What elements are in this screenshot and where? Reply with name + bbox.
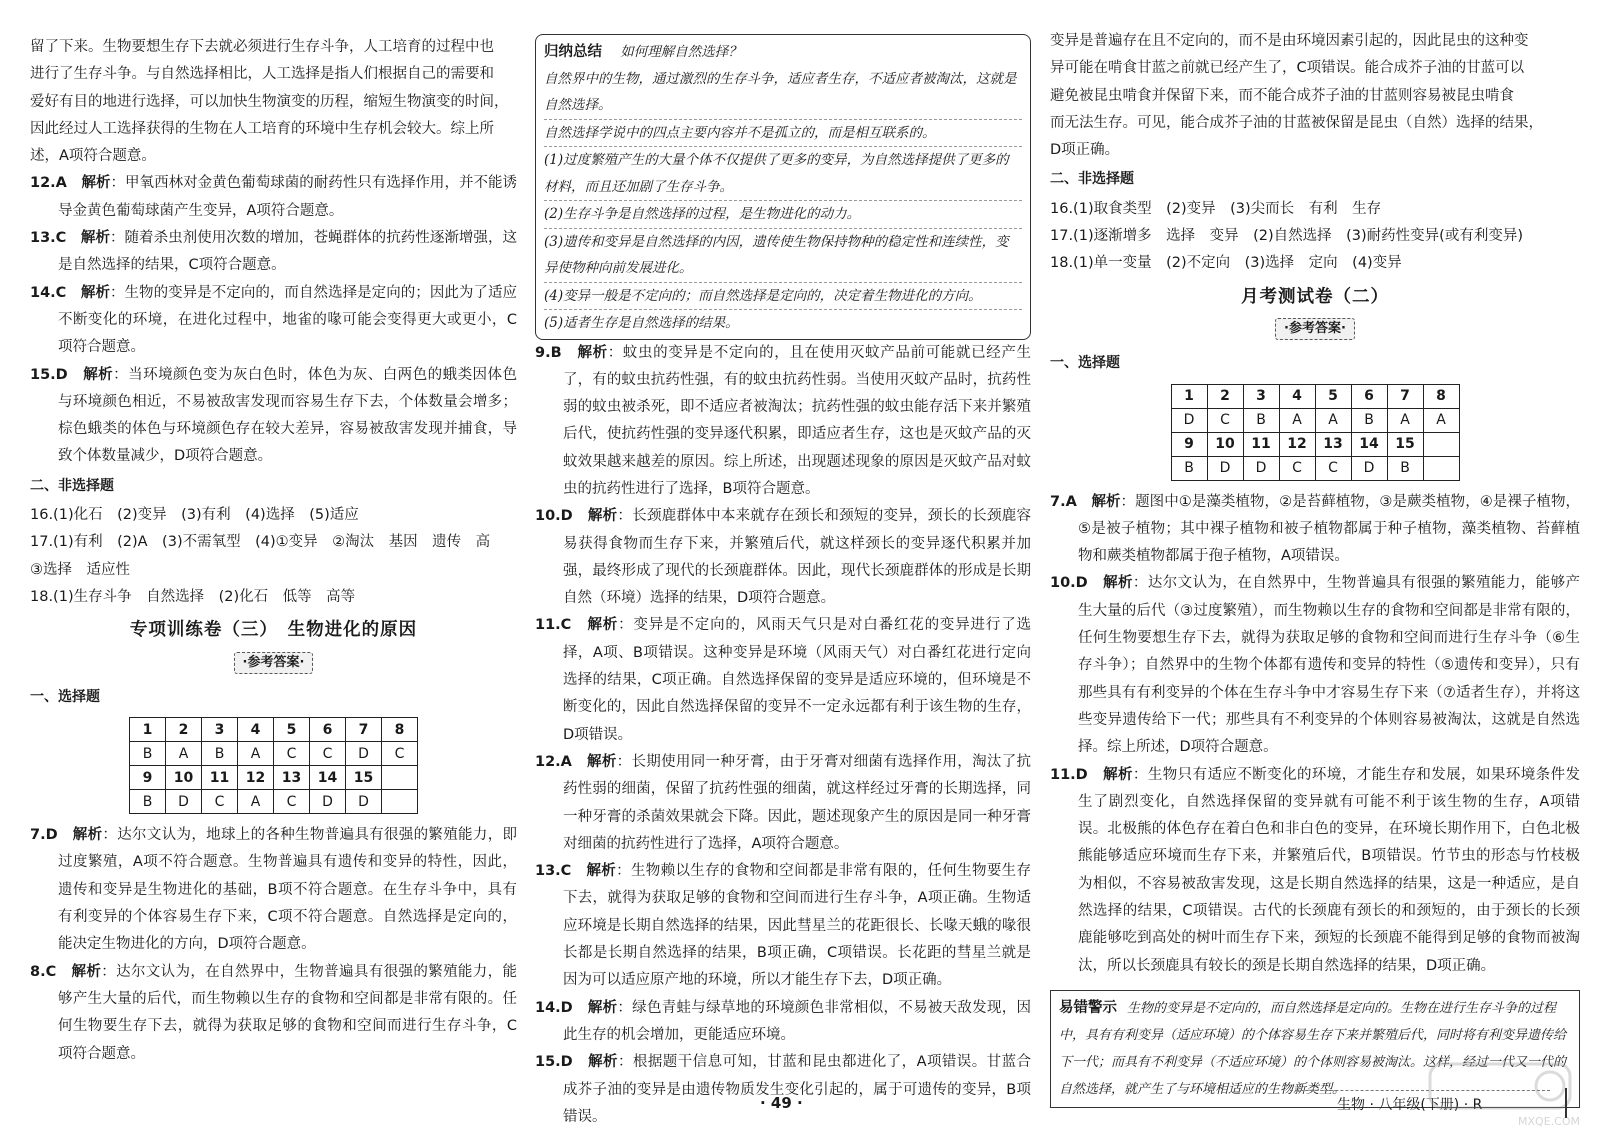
table-cell [382,790,418,814]
answer-label: 解析 [1091,493,1121,510]
table-cell: A [1315,408,1351,432]
footer-label: 生物 · 八年级(下册) · R [1337,1097,1483,1113]
answer-number: 7.D [30,827,58,844]
answer-text: ：蚊虫的变异是不定向的，且在使用灭蚊产品前可能就已经产生了，有的蚊虫抗药性强，有的蚊虫抗药性弱。当使用灭蚊产品时，抗药性弱的蚊虫被杀死，即不适应者被淘汰；抗药性强的蚊虫能存活下来并繁殖后代，使抗药性强的变异逐代积累，即适应者生存，这也是灭蚊产品的灭蚊效果越来越差的原因。综上所述，出现题述现象的原因是灭蚊产品对蚊虫的抗药性进行了选择，B项符合题意。 [563,344,1031,497]
summary-line: (4)变异一般是不定向的；而自然选择是定向的，决定着生物进化的方向。 [544,283,1022,311]
answer-label: 解析 [81,175,111,192]
summary-line: (3)遗传和变异是自然选择的内因，遗传使生物保持物种的稳定性和连续性，变异使物种向前发展进化。 [544,229,1022,283]
answer-label: 解析 [588,1054,618,1071]
answer-label: 解析 [1103,575,1133,592]
answer-text: ：变异是不定向的，风雨天气只是对白番红花的变异进行了选择，A项、B项错误。这种变异是环境（风雨天气）对白番红花进行定向选择的结果，C项正确。自然选择保留的变异是适应环境的，但环境是不断变化的，因此自然选择保留的变异不一定永远都有利于该生物的生存，D项错误。 [563,617,1032,743]
warning-text: 生物的变异是不定向的，而自然选择是定向的。生物在进行生存斗争的过程中，具有有利变异（适应环境）的个体容易生存下来并繁殖后代，同时将有利变异遗传给下一代；而具有不利变异（不适应环境）的个体则容易被淘汰。这样，经过一代又一代的自然选择，就产生了与环境相适应的生物新类型。 [1059,1000,1567,1097]
table-cell: A [238,790,274,814]
summary-line: (1)过度繁殖产生的大量个体不仅提供了更多的变异，为自然选择提供了更多的材料，而且还加剧了生存斗争。 [544,147,1022,201]
left-answers-2 [30,822,517,1068]
table-cell: 2 [166,718,202,742]
answer-item [30,959,517,1068]
watermark-text: MXQE.COM [1518,1115,1580,1128]
table-cell: 10 [1207,432,1243,456]
table-cell: B [130,742,166,766]
answer-number: 14.C [30,284,67,301]
answer-text: ：题图中①是藻类植物，②是苔藓植物，③是蕨类植物，④是裸子植物，⑤是被子植物；其中裸子植物和被子植物都属于种子植物，藻类植物、苔藓植物和蕨类植物都属于孢子植物，A项错误。 [1078,493,1581,565]
table-row [1171,432,1459,456]
table-cell: D [1207,456,1243,480]
answer-number: 13.C [30,230,67,247]
answer-item [535,340,1031,504]
warning-title: 易错警示 [1059,999,1117,1016]
answer-number: 12.A [30,175,67,192]
table-cell: 9 [130,766,166,790]
answer-item [1050,762,1580,980]
table-cell: 5 [1315,384,1351,408]
text-line: 爱好有目的地进行选择，可以加快生物演变的历程，缩短生物演变的时间， [30,93,509,110]
table-cell: D [346,790,382,814]
table-cell: 10 [166,766,202,790]
table-cell: 3 [202,718,238,742]
text-line: 18.(1)单一变量 (2)不定向 (3)选择 定向 (4)变异 [1050,255,1402,272]
right-answers [1050,489,1580,980]
answer-number: 9.B [535,344,562,361]
answer-item [535,612,1031,748]
table-cell: 4 [238,718,274,742]
summary-box [535,34,1031,340]
answer-text: ：达尔文认为，地球上的各种生物普遍具有很强的繁殖能力，即过度繁殖，A项不符合题意。生物普遍具有遗传和变异的特性，因此，遗传和变异是生物进化的基础，B项不符合题意。在生存斗争中，具有有利变异的个体容易生存下来，C项不符合题意。自然选择是定向的，能决定生物进化的方向，D项符合题意。 [58,827,518,953]
answer-item [30,225,517,280]
table-cell: D [310,790,346,814]
table-row [130,790,418,814]
table-cell: D [1243,456,1279,480]
table-cell: C [274,790,310,814]
answer-label: 解析 [80,230,110,247]
left-section-nonchoice: 二、非选择题 [30,477,114,494]
table-cell: 11 [202,766,238,790]
answer-item [30,822,517,958]
answer-number: 10.D [535,508,573,525]
left-answers [30,170,517,470]
answer-item [535,995,1031,1050]
watermark-logo [1400,1060,1580,1130]
right-nonchoice-answers [1050,196,1580,278]
text-line: 避免被昆虫啃食并保留下来，而不能合成芥子油的甘蓝则容易被昆虫啃食 [1050,87,1514,104]
table-cell: C [202,790,238,814]
text-line: ③选择 适应性 [30,561,130,578]
table-cell: 11 [1243,432,1279,456]
answer-label: 解析 [1103,766,1133,783]
table-cell: 12 [238,766,274,790]
left-reference-tag: ·参考答案· [30,649,517,676]
text-line: D项正确。 [1050,142,1120,159]
answer-label: 解析 [587,753,617,770]
summary-line: (2)生存斗争是自然选择的过程，是生物进化的动力。 [544,201,1022,229]
answer-label: 解析 [586,863,617,880]
text-line: 进行了生存斗争。与自然选择相比，人工选择是指人们根据自己的需要和 [30,66,494,83]
table-cell: C [1315,456,1351,480]
table-cell: 1 [1171,384,1207,408]
summary-title: 归纳总结 [544,44,602,60]
summary-line: 自然选择学说中的四点主要内容并不是孤立的，而是相互联系的。 [544,120,1022,148]
table-cell: 8 [1423,384,1459,408]
corner-mark [1565,1088,1575,1118]
answer-text: ：随着杀虫剂使用次数的增加，苍蝇群体的抗药性逐渐增强，这是自然选择的结果，C项符合题意。 [58,230,518,274]
table-cell: D [1171,408,1207,432]
answer-item [30,280,517,362]
table-cell: 6 [1351,384,1387,408]
answer-number: 7.A [1050,493,1077,510]
page-number: · 49 · [760,1094,803,1112]
answer-number: 14.D [535,999,573,1016]
left-intro [30,34,517,170]
table-cell: B [202,742,238,766]
text-line: 因此经过人工选择获得的生物在人工培育的环境中生存机会较大。综上所 [30,120,494,137]
answer-label: 解析 [587,999,618,1016]
watermark-icon [1400,1060,1580,1120]
answer-number: 15.D [30,366,68,383]
table-cell: 12 [1279,432,1315,456]
right-section-nonchoice: 二、非选择题 [1050,171,1134,188]
right-exam-title: 月考测试卷（二） [1241,286,1389,307]
table-cell: B [1387,456,1423,480]
table-cell: B [1351,408,1387,432]
answer-label: 解析 [72,827,103,844]
answer-text: ：达尔文认为，在自然界中，生物普遍具有很强的繁殖能力，能够产生大量的后代（③过度繁殖），而生物赖以生存的食物和空间都是非常有限的，任何生物要想生存下去，就得为获取足够的食物和空间而进行生存斗争（⑥生存斗争）；自然界中的生物个体都有遗传和变异的特性（⑤遗传和变异），只有那些具有有利变异的个体在生存斗争中才容易生存下来（⑦适者生存），并将这些变异遗传给下一代；那些具有不利变异的个体则容易被淘汰，这就是自然选择。综上所述，D项符合题意。 [1078,575,1581,756]
table-row [130,718,418,742]
table-cell: A [166,742,202,766]
answer-number: 15.D [535,1054,573,1071]
table-cell: 8 [382,718,418,742]
middle-answers [535,340,1031,1132]
answer-text: ：生物赖以生存的食物和空间都是非常有限的，任何生物要生存下去，就得为获取足够的食物和空间而进行生存斗争，A项正确。生物适应环境是长期自然选择的结果，因此彗星兰的花距很长、长喙天蛾的喙很长都是长期自然选择的结果，B项正确，C项错误。长花距的彗星兰就是因为可以适应原产地的环境，所以才能生存下去，D项正确。 [563,863,1031,989]
table-cell: 7 [1387,384,1423,408]
table-cell: 5 [274,718,310,742]
right-intro [1050,28,1580,164]
table-cell [1423,432,1459,456]
table-cell [1423,456,1459,480]
summary-question: 如何理解自然选择？ [620,44,742,60]
table-cell: B [1243,408,1279,432]
answer-text: ：根据题干信息可知，甘蓝和昆虫都进化了，A项错误。甘蓝合成芥子油的变异是由遗传物质发生变化引起的，属于可遗传的变异，B项错误。 [563,1054,1032,1125]
answer-label: 解析 [71,963,102,980]
answer-number: 11.D [1050,766,1088,783]
answer-number: 11.C [535,617,572,634]
answer-text: ：长期使用同一种牙膏，由于牙膏对细菌有选择作用，淘汰了抗药性弱的细菌，保留了抗药性强的细菌，就这样经过牙膏的长期选择，同一种牙膏的杀菌效果就会下降。因此，题述现象产生的原因是同一种牙膏对细菌的抗药性进行了选择，A项符合题意。 [563,753,1032,852]
answer-item [535,503,1031,612]
summary-header [544,39,1022,66]
text-line: 而无法生存。可见，能合成芥子油的甘蓝被保留是昆虫（自然）选择的结果， [1050,114,1543,131]
answer-label: 解析 [587,508,618,525]
summary-line: (5)适者生存是自然选择的结果。 [544,315,739,331]
answer-number: 12.A [535,753,572,770]
table-row [1171,456,1459,480]
text-line: 留了下来。生物要想生存下去就必须进行生存斗争，人工培育的过程中也 [30,39,494,55]
right-answer-table [1171,384,1460,481]
answer-item [1050,489,1580,571]
answer-text: ：生物的变异是不定向的，而自然选择是定向的；因此为了适应不断变化的环境，在进化过程中，地雀的喙可能会变得更大或更小，C项符合题意。 [58,284,518,356]
answer-item [30,362,517,471]
table-cell: B [130,790,166,814]
table-cell: D [166,790,202,814]
answer-item [535,749,1031,858]
table-cell: 13 [274,766,310,790]
left-exam-title: 专项训练卷（三） 生物进化的原因 [129,620,418,641]
table-cell: 14 [310,766,346,790]
table-cell: 2 [1207,384,1243,408]
text-line: 17.(1)逐渐增多 选择 变异 (2)自然选择 (3)耐药性变异(或有利变异) [1050,228,1523,245]
answer-text: ：长颈鹿群体中本来就存在颈长和颈短的变异，颈长的长颈鹿容易获得食物而生存下来，并繁殖后代，就这样颈长的变异逐代积累并加强，最终形成了现代的长颈鹿群体。因此，现代长颈鹿群体的形成是长期自然（环境）选择的结果，D项符合题意。 [563,508,1032,607]
answer-number: 10.D [1050,575,1088,592]
answer-text: ：甲氧西林对金黄色葡萄球菌的耐药性只有选择作用，并不能诱导金黄色葡萄球菌产生变异，A项符合题意。 [58,175,518,219]
left-nonchoice-answers [30,502,517,611]
table-cell: 15 [1387,432,1423,456]
table-cell: C [382,742,418,766]
table-cell: 13 [1315,432,1351,456]
table-cell: 1 [130,718,166,742]
table-cell: C [310,742,346,766]
answer-text: ：生物只有适应不断变化的环境，才能生存和发展，如果环境条件发生了剧烈变化，自然选择保留的变异就有可能不利于该生物的生存，A项错误。北极熊的体色存在着白色和非白色的变异，在环境长期作用下，白色北极熊能够适应环境而生存下来，并繁殖后代，B项错误。竹节虫的形态与竹枝极为相似，不容易被敌害发现，这是长期自然选择的结果，这是一种适应，是自然选择的结果，C项错误。古代的长颈鹿有颈长的和颈短的，由于颈长的长颈鹿能够吃到高处的树叶而生存下来，颈短的长颈鹿不能得到足够的食物而被淘汰，所以长颈鹿具有较长的颈是长期自然选择的结果，D项正确。 [1078,766,1581,974]
table-cell: C [274,742,310,766]
table-cell: 3 [1243,384,1279,408]
middle-column [535,34,1031,1131]
answer-text: ：当环境颜色变为灰白色时，体色为灰、白两色的蛾类因体色与环境颜色相近，不易被敌害发现而容易生存下去，个体数量会增多；棕色蛾类的体色与环境颜色存在较大差异，容易被敌害发现并捕食，导致个体数量减少，D项符合题意。 [58,366,518,465]
answer-label: 解析 [83,366,114,383]
table-cell: 4 [1279,384,1315,408]
summary-lines [544,66,1022,337]
answer-item [535,858,1031,994]
answer-label: 解析 [587,617,619,634]
right-section-choice: 一、选择题 [1050,355,1120,372]
table-cell: A [1423,408,1459,432]
answer-item [30,170,517,225]
summary-line: 自然界中的生物，通过激烈的生存斗争，适应者生存，不适应者被淘汰，这就是自然选择。 [544,66,1022,120]
table-cell [382,766,418,790]
table-cell: 7 [346,718,382,742]
left-section-choice: 一、选择题 [30,688,100,705]
table-row [1171,408,1459,432]
answer-label: 解析 [80,284,110,301]
text-line: 16.(1)化石 (2)变异 (3)有利 (4)选择 (5)适应 [30,507,359,524]
table-row [130,766,418,790]
table-cell: A [238,742,274,766]
answer-item [1050,570,1580,761]
answer-item [535,1049,1031,1131]
table-cell: A [1279,408,1315,432]
table-cell: 6 [310,718,346,742]
table-cell: C [1207,408,1243,432]
answer-number: 13.C [535,863,572,880]
table-cell: A [1387,408,1423,432]
text-line: 18.(1)生存斗争 自然选择 (2)化石 低等 高等 [30,588,356,605]
answer-text: ：达尔文认为，在自然界中，生物普遍具有很强的繁殖能力，能够产生大量的后代，而生物赖以生存的食物和空间都是非常有限的。任何生物要生存下去，就得为获取足够的食物和空间而进行生存斗争，C项符合题意。 [58,963,518,1062]
text-line: 16.(1)取食类型 (2)变异 (3)尖而长 有利 生存 [1050,200,1382,217]
left-answer-table [129,717,418,814]
answer-text: ：绿色青蛙与绿草地的环境颜色非常相似，不易被天敌发现，因此生存的机会增加，更能适应环境。 [563,999,1032,1043]
table-row [130,742,418,766]
right-column [1050,28,1580,1108]
text-line: 17.(1)有利 (2)A (3)不需氧型 (4)①变异 ②淘汰 基因 遗传 高 [30,534,491,551]
table-cell: D [1351,456,1387,480]
table-cell: 14 [1351,432,1387,456]
answer-number: 8.C [30,963,57,980]
table-row [1171,384,1459,408]
table-cell: 15 [346,766,382,790]
answer-label: 解析 [577,344,608,361]
text-line: 述，A项符合题意。 [30,148,156,165]
right-reference-tag: ·参考答案· [1050,315,1580,342]
table-cell: B [1171,456,1207,480]
table-cell: 9 [1171,432,1207,456]
text-line: 变异是普遍存在且不定向的，而不是由环境因素引起的，因此昆虫的这种变 [1050,33,1529,49]
text-line: 异可能在啃食甘蓝之前就已经产生了，C项错误。能合成芥子油的甘蓝可以 [1050,60,1525,77]
table-cell: D [346,742,382,766]
left-column [30,34,517,1068]
table-cell: C [1279,456,1315,480]
